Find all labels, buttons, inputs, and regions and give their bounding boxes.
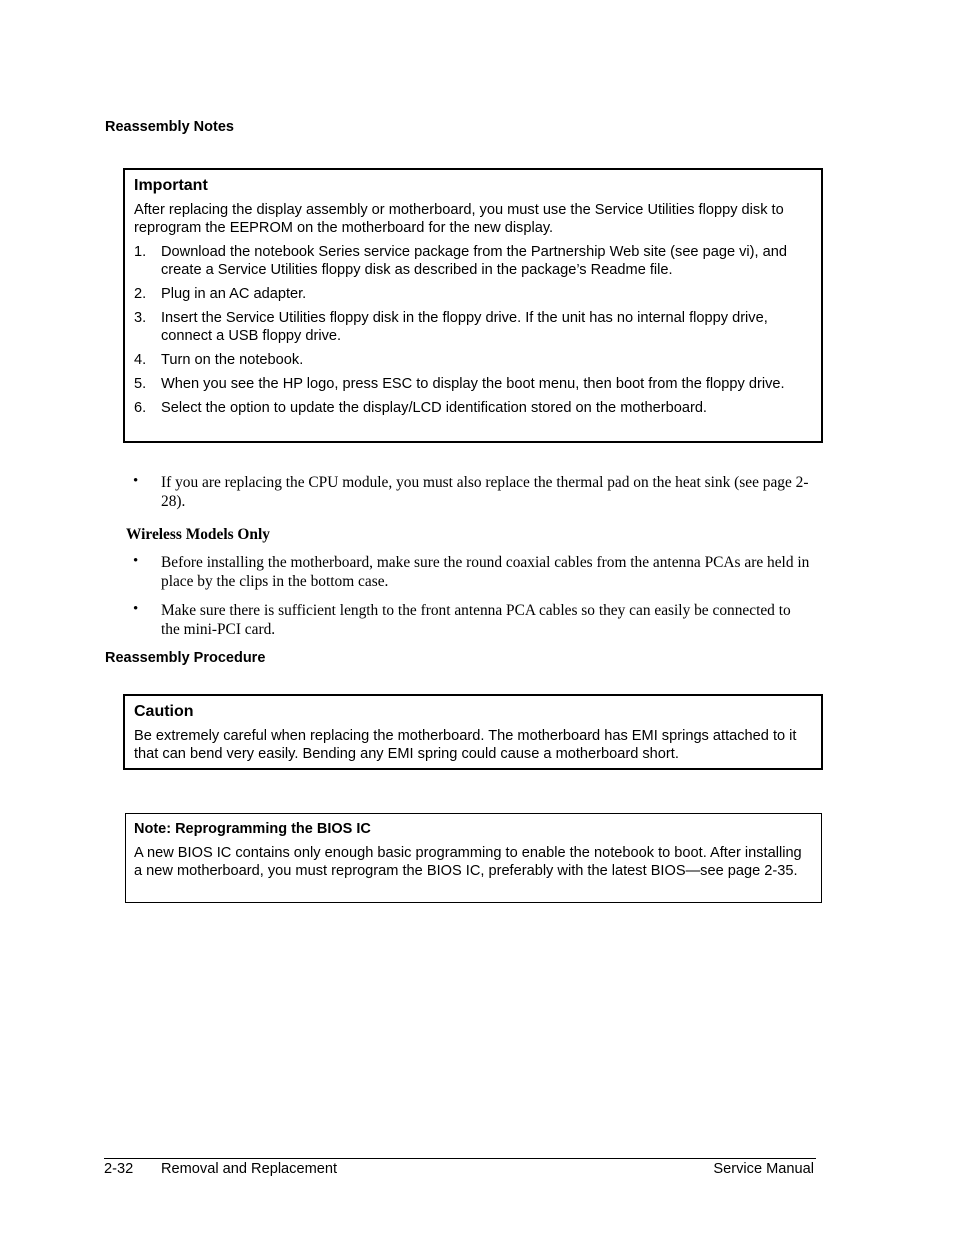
important-box [123,168,823,443]
step-number: 1. [134,244,147,260]
step-text: When you see the HP logo, press ESC to display the boot menu, then boot from the floppy drive. [161,376,785,392]
caution-text: Be extremely careful when replacing the motherboard. The motherboard has EMI springs attached to it that can bend very easily. Bending any EMI spring could cause a motherboard short. [134,728,797,762]
step-number: 3. [134,310,147,326]
cpu-note-bullet: If you are replacing the CPU module, you must also replace the thermal pad on the heat sink (see page 2-28). [161,474,809,510]
step-text: Select the option to update the display/LCD identification stored on the motherboard. [161,400,707,416]
footer-rule [104,1158,816,1159]
note-text: A new BIOS IC contains only enough basic programming to enable the notebook to boot. After installing a new motherboard, you must reprogram the BIOS IC, preferably with the latest BIOS—see page 2-35. [134,845,802,879]
step-text: Plug in an AC adapter. [161,286,307,302]
important-title: Important [134,177,208,194]
section-heading-reassembly-notes: Reassembly Notes [105,119,234,135]
note-box [125,813,822,903]
step-item [134,351,812,369]
step-number: 4. [134,352,147,368]
caution-title: Caution [134,703,194,720]
wireless-models-heading: Wireless Models Only [126,526,270,543]
step-number: 6. [134,400,147,416]
step-item [134,309,812,345]
important-intro: After replacing the display assembly or motherboard, you must use the Service Utilities floppy disk to reprogram the EEPROM on the motherboard for the new display. [134,202,784,236]
step-number: 5. [134,376,147,392]
footer-manual-title: Service Manual [713,1161,814,1177]
step-text: Turn on the notebook. [161,352,304,368]
important-steps-list [134,243,812,417]
step-item [134,285,812,303]
step-item [134,399,812,417]
wireless-bullet: Before installing the motherboard, make sure the round coaxial cables from the antenna PCAs are held in place by the clips in the bottom case. [161,554,810,590]
section-heading-reassembly-procedure: Reassembly Procedure [105,650,266,666]
wireless-bullet: Make sure there is sufficient length to the front antenna PCA cables so they can easily be connected to the mini-PCI card. [161,602,791,638]
bullet-icon: • [133,473,139,489]
step-text: Download the notebook Series service package from the Partnership Web site (see page vi), and create a Service Utilities floppy disk as described in the package’s Readme file. [161,244,787,278]
bullet-icon: • [133,601,139,617]
caution-box [123,694,823,770]
footer-section-title: Removal and Replacement [161,1161,338,1177]
step-item [134,243,812,279]
footer-page-number: 2-32 [104,1161,134,1177]
note-title: Note: Reprogramming the BIOS IC [134,821,371,837]
bullet-icon: • [133,553,139,569]
step-item [134,375,812,393]
step-text: Insert the Service Utilities floppy disk in the floppy drive. If the unit has no internal floppy drive, connect a USB floppy drive. [161,310,768,344]
step-number: 2. [134,286,147,302]
